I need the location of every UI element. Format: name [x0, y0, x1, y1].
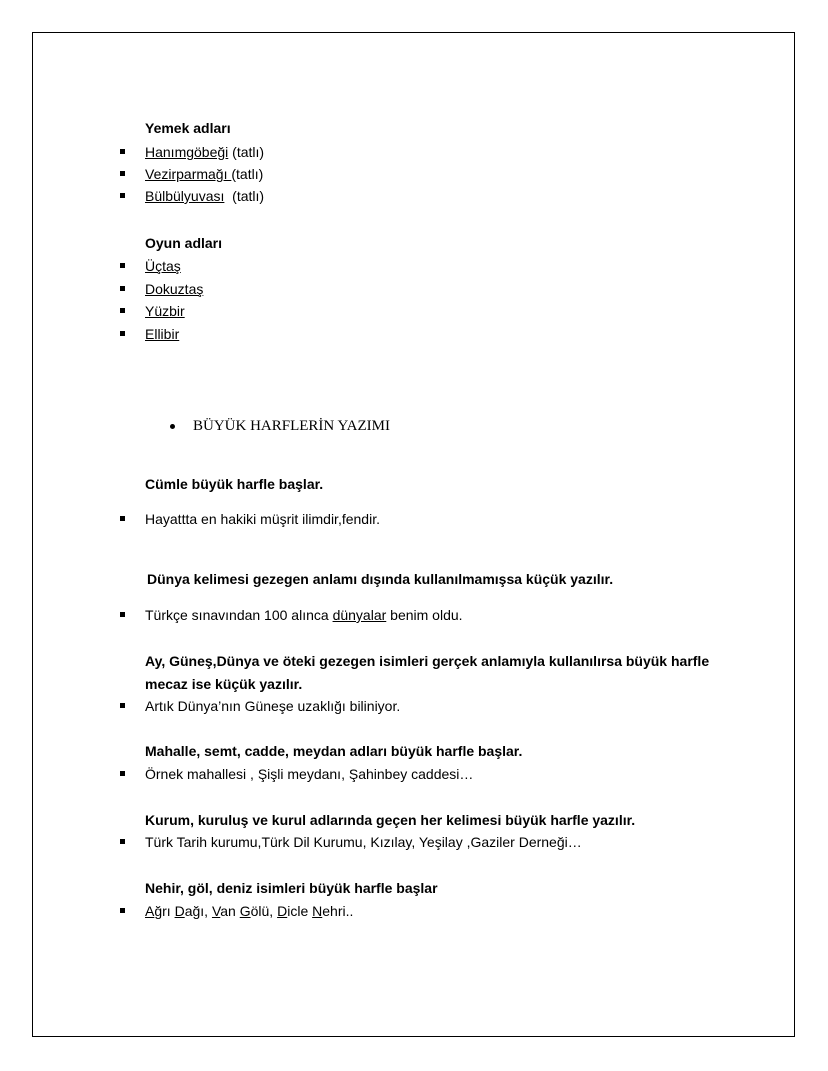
square-bullet-icon	[120, 908, 125, 913]
food-note: (tatlı)	[224, 188, 265, 204]
game-name: Üçtaş	[145, 258, 181, 274]
square-bullet-icon	[120, 839, 125, 844]
game-name: Ellibir	[145, 326, 180, 342]
rule-heading: Dünya kelimesi gezegen anlamı dışında kullanılmamışsa küçük yazılır.	[147, 571, 614, 587]
food-note: (tatlı)	[231, 166, 264, 182]
rule-example: Artık Dünya’nın Güneşe uzaklığı biliniyor.	[145, 698, 401, 714]
rule-example: Hayattta en hakiki müşrit ilimdir,fendir.	[145, 511, 380, 527]
food-name: Vezirparmağı	[145, 166, 232, 182]
rule-heading: Nehir, göl, deniz isimleri büyük harfle başlar	[145, 880, 438, 896]
rule-heading: Mahalle, semt, cadde, meydan adları büyük harfle başlar.	[145, 743, 523, 759]
example-text: an	[220, 903, 240, 919]
square-bullet-icon	[120, 263, 125, 268]
food-heading: Yemek adları	[145, 120, 231, 136]
section-title: BÜYÜK HARFLERİN YAZIMI	[193, 418, 390, 434]
example-text: ağı,	[184, 903, 212, 919]
example-text: Türkçe sınavından 100 alınca	[145, 607, 333, 623]
game-name: Yüzbir	[145, 303, 185, 319]
example-text: ölü,	[250, 903, 278, 919]
square-bullet-icon	[120, 149, 125, 154]
game-heading: Oyun adları	[145, 235, 223, 251]
square-bullet-icon	[120, 703, 125, 708]
round-bullet-icon	[170, 424, 175, 429]
rule-heading: Cümle büyük harfle başlar.	[145, 476, 324, 492]
square-bullet-icon	[120, 331, 125, 336]
square-bullet-icon	[120, 171, 125, 176]
food-note: (tatlı)	[228, 144, 265, 160]
square-bullet-icon	[120, 771, 125, 776]
rule-heading-cont: mecaz ise küçük yazılır.	[145, 676, 303, 692]
rule-heading: Ay, Güneş,Dünya ve öteki gezegen isimleri gerçek anlamıyla kullanılırsa büyük harfle	[145, 653, 710, 669]
example-text: ğrı	[154, 903, 175, 919]
initial-letter: A	[145, 903, 155, 919]
rule-heading: Kurum, kuruluş ve kurul adlarında geçen her kelimesi büyük harfle yazılır.	[145, 812, 636, 828]
initial-letter: D	[277, 903, 288, 919]
example-underlined: dünyalar	[332, 607, 387, 623]
rule-example: Türk Tarih kurumu,Türk Dil Kurumu, Kızılay, Yeşilay ,Gaziler Derneği…	[145, 834, 582, 850]
initial-letter: V	[211, 903, 221, 919]
initial-letter: D	[174, 903, 185, 919]
rule-example: Örnek mahallesi , Şişli meydanı, Şahinbey caddesi…	[145, 766, 474, 782]
square-bullet-icon	[120, 193, 125, 198]
square-bullet-icon	[120, 516, 125, 521]
food-name: Hanımgöbeği	[145, 144, 229, 160]
initial-letter: G	[239, 903, 251, 919]
square-bullet-icon	[120, 286, 125, 291]
game-name: Dokuztaş	[145, 281, 204, 297]
initial-letter: N	[312, 903, 323, 919]
example-text: ehri..	[322, 903, 354, 919]
example-text: icle	[287, 903, 313, 919]
square-bullet-icon	[120, 612, 125, 617]
food-name: Bülbülyuvası	[145, 188, 225, 204]
square-bullet-icon	[120, 308, 125, 313]
example-text: benim oldu.	[386, 607, 463, 623]
